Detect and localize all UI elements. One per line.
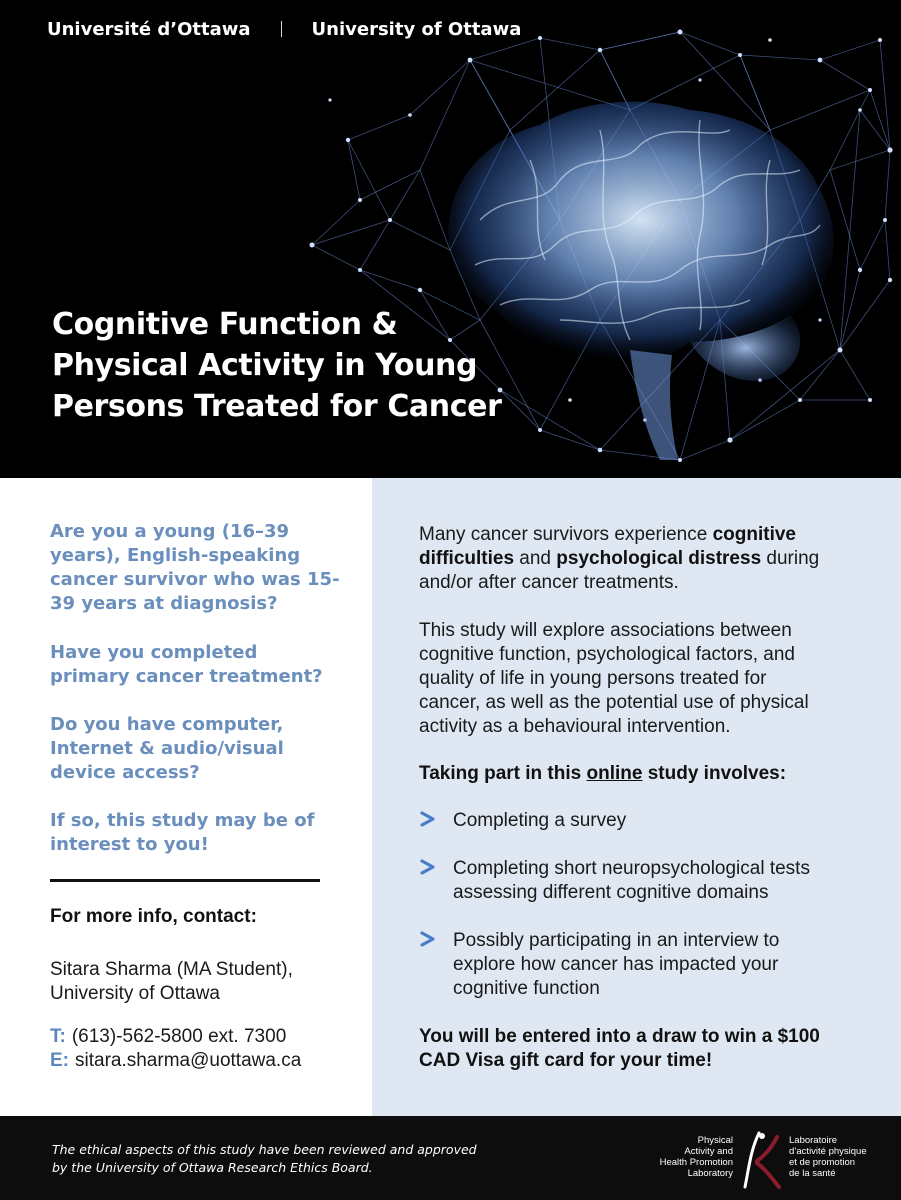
lab-name-line: Laboratory bbox=[687, 1168, 733, 1179]
bullet-text bbox=[453, 857, 810, 905]
involves-text: Taking part in this bbox=[419, 763, 587, 784]
contact-email bbox=[50, 1050, 301, 1072]
question-line: Have you completed bbox=[50, 642, 258, 663]
description-line: cognitive function, psychological factors, and bbox=[419, 644, 795, 665]
description-line: cancer, as well as the potential use of physical bbox=[419, 692, 809, 713]
question-line: If so, this study may be of bbox=[50, 810, 315, 831]
brain-stem bbox=[630, 350, 678, 460]
email-label: E: bbox=[50, 1050, 69, 1071]
question-line: interest to you! bbox=[50, 834, 209, 855]
question-line: Do you have computer, bbox=[50, 714, 284, 735]
intro-text: during bbox=[761, 548, 820, 569]
contact-name-line: Sitara Sharma (MA Student), bbox=[50, 959, 293, 980]
study-title-line: Persons Treated for Cancer bbox=[52, 389, 502, 424]
bullet-line: assessing different cognitive domains bbox=[453, 882, 769, 903]
lab-name-line: de la santé bbox=[789, 1168, 836, 1179]
chevron-right-icon bbox=[419, 809, 437, 829]
lab-logo-icon bbox=[739, 1127, 783, 1191]
contact-name bbox=[50, 958, 293, 1006]
chevron-right-icon bbox=[419, 929, 437, 949]
question-line: Are you a young (16–39 bbox=[50, 521, 290, 542]
involves-online: online bbox=[586, 763, 643, 784]
bullet-line: cognitive function bbox=[453, 978, 600, 999]
bullet-text bbox=[453, 809, 626, 833]
contact-name-line: University of Ottawa bbox=[50, 983, 220, 1004]
email-address[interactable]: sitara.sharma@uottawa.ca bbox=[75, 1050, 302, 1071]
eligibility-question-age bbox=[50, 520, 350, 616]
question-line: cancer survivor who was 15- bbox=[50, 569, 340, 590]
lab-name-line: Physical bbox=[697, 1135, 733, 1146]
lab-name-line: et de promotion bbox=[789, 1157, 856, 1168]
lab-name-french bbox=[789, 1135, 889, 1179]
ethics-line: by the University of Ottawa Research Ethics Board. bbox=[52, 1160, 373, 1175]
bullet-line: Possibly participating in an interview to bbox=[453, 930, 780, 951]
contact-phone bbox=[50, 1026, 286, 1048]
study-title bbox=[52, 304, 512, 427]
lab-name-english bbox=[643, 1135, 733, 1179]
description-line: This study will explore associations between bbox=[419, 620, 792, 641]
eligibility-question-treatment bbox=[50, 641, 350, 689]
intro-bold: psychological distress bbox=[556, 548, 762, 569]
bullet-line: Completing short neuropsychological tests bbox=[453, 858, 810, 879]
lab-name-line: Health Promotion bbox=[659, 1157, 733, 1168]
eligibility-question-access bbox=[50, 713, 350, 785]
footer bbox=[0, 1116, 901, 1200]
bullet-line: Completing a survey bbox=[453, 810, 627, 831]
contact-heading: For more info, contact: bbox=[50, 906, 257, 927]
draw-line: You will be entered into a draw to win a $100 bbox=[419, 1026, 820, 1047]
eligibility-interest-note bbox=[50, 809, 350, 857]
question-line: device access? bbox=[50, 762, 200, 783]
draw-line: CAD Visa gift card for your time! bbox=[419, 1050, 713, 1071]
university-name-fr: Université d’Ottawa bbox=[47, 18, 251, 40]
question-line: Internet & audio/visual bbox=[50, 738, 284, 759]
lab-name-line: Laboratoire bbox=[789, 1135, 838, 1146]
description-line: activity as a behavioural intervention. bbox=[419, 716, 731, 737]
intro-text: Many cancer survivors experience bbox=[419, 524, 713, 545]
intro-line: and/or after cancer treatments. bbox=[419, 572, 679, 593]
phone-label: T: bbox=[50, 1026, 66, 1047]
involves-text: study involves: bbox=[642, 763, 787, 784]
bullet-text bbox=[453, 929, 779, 1001]
gift-card-draw-note bbox=[419, 1025, 820, 1073]
question-line: years), English-speaking bbox=[50, 545, 301, 566]
study-title-line: Cognitive Function & bbox=[52, 307, 398, 342]
study-title-line: Physical Activity in Young bbox=[52, 348, 478, 383]
section-divider bbox=[50, 879, 320, 882]
study-description bbox=[419, 619, 889, 739]
intro-line bbox=[419, 547, 889, 571]
bullet-line: explore how cancer has impacted your bbox=[453, 954, 779, 975]
description-line: quality of life in young persons treated for bbox=[419, 668, 767, 689]
eligibility-column bbox=[0, 478, 372, 1116]
involves-heading bbox=[419, 763, 786, 785]
header-separator bbox=[281, 21, 282, 37]
question-line: 39 years at diagnosis? bbox=[50, 593, 278, 614]
hero-banner bbox=[0, 0, 901, 478]
study-details-panel bbox=[372, 478, 901, 1116]
intro-line bbox=[419, 523, 889, 547]
intro-bold: difficulties bbox=[419, 548, 515, 569]
ethics-statement bbox=[52, 1141, 477, 1177]
intro-bold: cognitive bbox=[712, 524, 796, 545]
lab-name-line: Activity and bbox=[684, 1146, 733, 1157]
phone-number[interactable]: (613)-562-5800 ext. 7300 bbox=[71, 1026, 287, 1047]
ethics-line: The ethical aspects of this study have been reviewed and approved bbox=[52, 1142, 477, 1157]
lab-name-line: d’activité physique bbox=[789, 1146, 867, 1157]
question-line: primary cancer treatment? bbox=[50, 666, 323, 687]
intro-text: and bbox=[514, 548, 557, 569]
chevron-right-icon bbox=[419, 857, 437, 877]
intro-paragraph bbox=[419, 523, 889, 595]
university-name-en: University of Ottawa bbox=[311, 18, 522, 40]
